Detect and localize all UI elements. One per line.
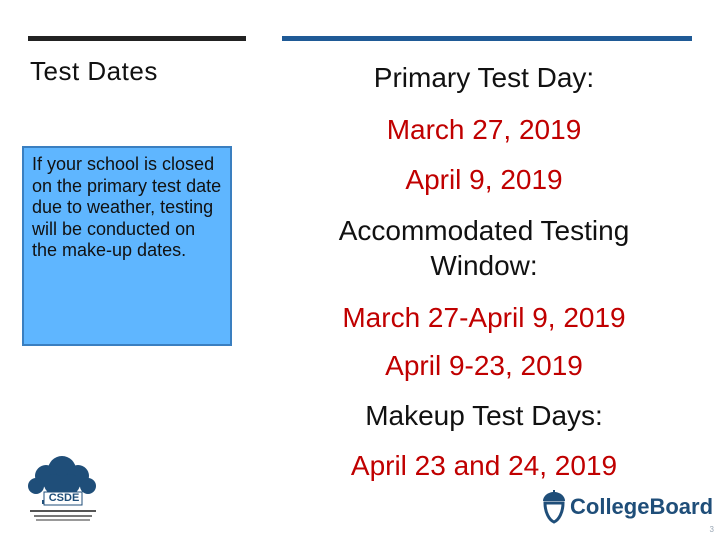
makeup-test-days-heading: Makeup Test Days:	[365, 400, 603, 431]
weather-note-box	[22, 146, 232, 346]
accommodated-heading-line1: Accommodated Testing	[338, 215, 630, 246]
primary-test-day-heading: Primary Test Day:	[373, 62, 595, 93]
page-number: 3	[709, 525, 714, 534]
makeup-test-days: April 23 and 24, 2019	[350, 450, 618, 481]
weather-note-text: If your school is closed on the primary test date due to weather, testing will be conducted on the make-up dates.	[32, 154, 222, 260]
accommodated-window: March 27-April 9, 2019	[342, 302, 626, 333]
right-title-rule	[282, 36, 692, 41]
makeup-date: April 9, 2019	[405, 164, 563, 195]
acorn-icon	[540, 490, 568, 524]
csde-logo	[22, 452, 104, 526]
left-title-rule	[28, 36, 246, 41]
collegeboard-label: CollegeBoard	[570, 494, 714, 519]
makeup-window: April 9-23, 2019	[385, 350, 583, 381]
section-title: Test Dates	[30, 56, 158, 86]
accommodated-heading-line2: Window:	[430, 250, 538, 281]
collegeboard-logo	[540, 490, 714, 526]
primary-test-date: March 27, 2019	[386, 114, 582, 145]
csde-label: CSDE	[48, 492, 80, 504]
csde-tree-icon	[22, 452, 104, 526]
